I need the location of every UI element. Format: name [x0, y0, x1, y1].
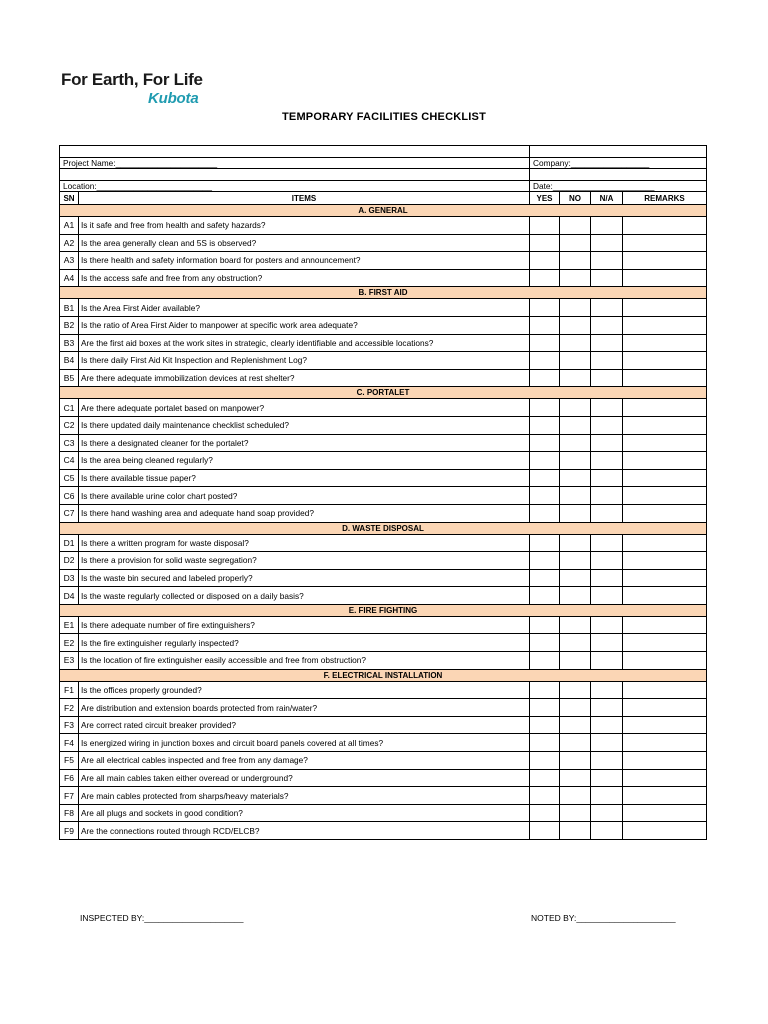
yes-header: YES [530, 192, 560, 205]
section-header-row [60, 205, 707, 217]
checklist-row [60, 469, 707, 487]
remarks-cell[interactable] [623, 234, 707, 252]
no-cell[interactable] [560, 787, 591, 805]
no-cell[interactable] [560, 552, 591, 570]
section-header-row [60, 604, 707, 616]
row-sn: A4 [60, 269, 79, 287]
checklist-row [60, 616, 707, 634]
row-sn: B1 [60, 299, 79, 317]
no-cell[interactable] [560, 352, 591, 370]
remarks-cell[interactable] [623, 787, 707, 805]
remarks-cell[interactable] [623, 504, 707, 522]
row-item: Is there available urine color chart posted? [79, 487, 530, 505]
row-sn: A3 [60, 252, 79, 270]
no-cell[interactable] [560, 416, 591, 434]
no-cell[interactable] [560, 399, 591, 417]
yes-cell[interactable] [530, 299, 560, 317]
na-cell[interactable] [591, 352, 623, 370]
na-header: N/A [591, 192, 623, 205]
row-sn: F9 [60, 822, 79, 840]
no-cell[interactable] [560, 469, 591, 487]
row-item: Is there hand washing area and adequate hand soap provided? [79, 504, 530, 522]
row-item: Is the area generally clean and 5S is observed? [79, 234, 530, 252]
yes-cell[interactable] [530, 469, 560, 487]
row-sn: F1 [60, 681, 79, 699]
sn-header: SN [60, 192, 79, 205]
row-sn: B2 [60, 316, 79, 334]
yes-cell[interactable] [530, 734, 560, 752]
row-sn: D1 [60, 534, 79, 552]
no-cell[interactable] [560, 534, 591, 552]
na-cell[interactable] [591, 587, 623, 605]
remarks-cell[interactable] [623, 299, 707, 317]
na-cell[interactable] [591, 804, 623, 822]
no-cell[interactable] [560, 452, 591, 470]
row-item: Is there a written program for waste disposal? [79, 534, 530, 552]
checklist-row [60, 299, 707, 317]
yes-cell[interactable] [530, 334, 560, 352]
checklist-row [60, 587, 707, 605]
date-field: Date:______________________ [530, 181, 707, 192]
row-item: Is the ratio of Area First Aider to manpower at specific work area adequate? [79, 316, 530, 334]
na-cell[interactable] [591, 734, 623, 752]
yes-cell[interactable] [530, 269, 560, 287]
checklist-row [60, 734, 707, 752]
yes-cell[interactable] [530, 587, 560, 605]
yes-cell[interactable] [530, 699, 560, 717]
na-cell[interactable] [591, 822, 623, 840]
kubota-logo: Kubota [148, 90, 199, 107]
na-cell[interactable] [591, 552, 623, 570]
row-sn: D3 [60, 569, 79, 587]
yes-cell[interactable] [530, 369, 560, 387]
yes-cell[interactable] [530, 652, 560, 670]
yes-cell[interactable] [530, 716, 560, 734]
document-title: TEMPORARY FACILITIES CHECKLIST [281, 111, 486, 123]
na-cell[interactable] [591, 217, 623, 235]
row-sn: B3 [60, 334, 79, 352]
na-cell[interactable] [591, 504, 623, 522]
remarks-cell[interactable] [623, 769, 707, 787]
project-name-field: Project Name:______________________ [60, 158, 530, 169]
row-sn: E2 [60, 634, 79, 652]
brand-tagline: For Earth, For Life [61, 70, 203, 89]
row-item: Is the access safe and free from any obstruction? [79, 269, 530, 287]
row-sn: E3 [60, 652, 79, 670]
remarks-cell[interactable] [623, 734, 707, 752]
yes-cell[interactable] [530, 569, 560, 587]
remarks-cell[interactable] [623, 434, 707, 452]
yes-cell[interactable] [530, 822, 560, 840]
yes-cell[interactable] [530, 416, 560, 434]
checklist-row [60, 681, 707, 699]
no-cell[interactable] [560, 269, 591, 287]
no-header: NO [560, 192, 591, 205]
remarks-cell[interactable] [623, 822, 707, 840]
no-cell[interactable] [560, 769, 591, 787]
no-cell[interactable] [560, 652, 591, 670]
row-item: Is the waste bin secured and labeled properly? [79, 569, 530, 587]
na-cell[interactable] [591, 234, 623, 252]
checklist-row [60, 822, 707, 840]
na-cell[interactable] [591, 399, 623, 417]
checklist-row [60, 504, 707, 522]
no-cell[interactable] [560, 634, 591, 652]
checklist-row [60, 652, 707, 670]
na-cell[interactable] [591, 769, 623, 787]
no-cell[interactable] [560, 734, 591, 752]
na-cell[interactable] [591, 752, 623, 770]
yes-cell[interactable] [530, 252, 560, 270]
checklist-row [60, 769, 707, 787]
row-sn: C2 [60, 416, 79, 434]
no-cell[interactable] [560, 434, 591, 452]
row-sn: B5 [60, 369, 79, 387]
na-cell[interactable] [591, 569, 623, 587]
row-sn: F2 [60, 699, 79, 717]
no-cell[interactable] [560, 252, 591, 270]
company-field: Company:_________________ [530, 158, 707, 169]
na-cell[interactable] [591, 534, 623, 552]
row-item: Are the connections routed through RCD/ELCB? [79, 822, 530, 840]
no-cell[interactable] [560, 699, 591, 717]
na-cell[interactable] [591, 416, 623, 434]
row-item: Is there available tissue paper? [79, 469, 530, 487]
row-sn: C7 [60, 504, 79, 522]
row-sn: F3 [60, 716, 79, 734]
na-cell[interactable] [591, 787, 623, 805]
checklist-row [60, 252, 707, 270]
yes-cell[interactable] [530, 534, 560, 552]
row-item: Is there adequate number of fire extinguishers? [79, 616, 530, 634]
section-title: E. FIRE FIGHTING [60, 604, 707, 616]
row-sn: D2 [60, 552, 79, 570]
remarks-cell[interactable] [623, 334, 707, 352]
row-item: Is there a provision for solid waste segregation? [79, 552, 530, 570]
section-header-row [60, 387, 707, 399]
yes-cell[interactable] [530, 217, 560, 235]
checklist-row [60, 334, 707, 352]
remarks-cell[interactable] [623, 652, 707, 670]
row-sn: C4 [60, 452, 79, 470]
remarks-cell[interactable] [623, 487, 707, 505]
checklist-row [60, 434, 707, 452]
section-title: D. WASTE DISPOSAL [60, 522, 707, 534]
yes-cell[interactable] [530, 452, 560, 470]
checklist-row [60, 804, 707, 822]
checklist-row [60, 269, 707, 287]
remarks-cell[interactable] [623, 469, 707, 487]
no-cell[interactable] [560, 234, 591, 252]
section-header-row [60, 522, 707, 534]
row-sn: F5 [60, 752, 79, 770]
row-item: Is it safe and free from health and safety hazards? [79, 217, 530, 235]
checklist-row [60, 552, 707, 570]
yes-cell[interactable] [530, 616, 560, 634]
no-cell[interactable] [560, 369, 591, 387]
remarks-cell[interactable] [623, 552, 707, 570]
yes-cell[interactable] [530, 787, 560, 805]
section-header-row [60, 287, 707, 299]
checklist-row [60, 634, 707, 652]
na-cell[interactable] [591, 716, 623, 734]
row-sn: F6 [60, 769, 79, 787]
checklist-table [59, 145, 707, 840]
brand-block [61, 70, 203, 108]
remarks-cell[interactable] [623, 587, 707, 605]
yes-cell[interactable] [530, 752, 560, 770]
remarks-cell[interactable] [623, 316, 707, 334]
no-cell[interactable] [560, 822, 591, 840]
row-item: Is there health and safety information board for posters and announcement? [79, 252, 530, 270]
row-sn: E1 [60, 616, 79, 634]
remarks-cell[interactable] [623, 399, 707, 417]
yes-cell[interactable] [530, 504, 560, 522]
na-cell[interactable] [591, 681, 623, 699]
row-sn: A2 [60, 234, 79, 252]
no-cell[interactable] [560, 487, 591, 505]
no-cell[interactable] [560, 299, 591, 317]
remarks-cell[interactable] [623, 534, 707, 552]
row-item: Are distribution and extension boards protected from rain/water? [79, 699, 530, 717]
checklist-row [60, 369, 707, 387]
row-sn: C5 [60, 469, 79, 487]
yes-cell[interactable] [530, 552, 560, 570]
yes-cell[interactable] [530, 352, 560, 370]
row-item: Are the first aid boxes at the work sites in strategic, clearly identifiable and accessible locations? [79, 334, 530, 352]
row-item: Is the fire extinguisher regularly inspected? [79, 634, 530, 652]
section-header-row [60, 669, 707, 681]
column-header-row [60, 192, 707, 205]
row-item: Is the Area First Aider available? [79, 299, 530, 317]
section-title: C. PORTALET [60, 387, 707, 399]
checklist-row [60, 416, 707, 434]
row-item: Is there a designated cleaner for the portalet? [79, 434, 530, 452]
no-cell[interactable] [560, 716, 591, 734]
checklist-row [60, 752, 707, 770]
yes-cell[interactable] [530, 234, 560, 252]
remarks-cell[interactable] [623, 634, 707, 652]
na-cell[interactable] [591, 299, 623, 317]
row-item: Are all plugs and sockets in good condition? [79, 804, 530, 822]
checklist-row [60, 534, 707, 552]
yes-cell[interactable] [530, 399, 560, 417]
row-sn: C6 [60, 487, 79, 505]
inspected-by-line: INSPECTED BY:_____________________ [80, 913, 244, 923]
row-item: Is energized wiring in junction boxes and circuit board panels covered at all times? [79, 734, 530, 752]
na-cell[interactable] [591, 316, 623, 334]
na-cell[interactable] [591, 334, 623, 352]
remarks-cell[interactable] [623, 252, 707, 270]
yes-cell[interactable] [530, 487, 560, 505]
na-cell[interactable] [591, 434, 623, 452]
checklist-row [60, 452, 707, 470]
row-sn: F4 [60, 734, 79, 752]
no-cell[interactable] [560, 504, 591, 522]
row-sn: C1 [60, 399, 79, 417]
location-field: Location:_________________________ [60, 181, 530, 192]
remarks-cell[interactable] [623, 352, 707, 370]
checklist-row [60, 716, 707, 734]
section-title: A. GENERAL [60, 205, 707, 217]
na-cell[interactable] [591, 634, 623, 652]
row-item: Is the waste regularly collected or disposed on a daily basis? [79, 587, 530, 605]
remarks-cell[interactable] [623, 369, 707, 387]
row-sn: D4 [60, 587, 79, 605]
no-cell[interactable] [560, 616, 591, 634]
row-item: Are all electrical cables inspected and free from any damage? [79, 752, 530, 770]
remarks-cell[interactable] [623, 452, 707, 470]
section-title: B. FIRST AID [60, 287, 707, 299]
yes-cell[interactable] [530, 769, 560, 787]
na-cell[interactable] [591, 487, 623, 505]
remarks-cell[interactable] [623, 699, 707, 717]
checklist-row [60, 217, 707, 235]
checklist-row [60, 487, 707, 505]
checklist-row [60, 316, 707, 334]
items-header: ITEMS [79, 192, 530, 205]
row-sn: C3 [60, 434, 79, 452]
na-cell[interactable] [591, 252, 623, 270]
checklist-row [60, 699, 707, 717]
yes-cell[interactable] [530, 634, 560, 652]
remarks-cell[interactable] [623, 269, 707, 287]
remarks-cell[interactable] [623, 569, 707, 587]
no-cell[interactable] [560, 804, 591, 822]
no-cell[interactable] [560, 569, 591, 587]
row-item: Is the offices properly grounded? [79, 681, 530, 699]
row-item: Is the area being cleaned regularly? [79, 452, 530, 470]
na-cell[interactable] [591, 699, 623, 717]
row-item: Are all main cables taken either overead or underground? [79, 769, 530, 787]
row-item: Is there updated daily maintenance checklist scheduled? [79, 416, 530, 434]
remarks-cell[interactable] [623, 752, 707, 770]
checklist-row [60, 399, 707, 417]
na-cell[interactable] [591, 616, 623, 634]
no-cell[interactable] [560, 681, 591, 699]
remarks-cell[interactable] [623, 217, 707, 235]
no-cell[interactable] [560, 334, 591, 352]
remarks-cell[interactable] [623, 716, 707, 734]
row-sn: A1 [60, 217, 79, 235]
na-cell[interactable] [591, 652, 623, 670]
row-sn: F7 [60, 787, 79, 805]
na-cell[interactable] [591, 269, 623, 287]
checklist-row [60, 352, 707, 370]
row-item: Are there adequate portalet based on manpower? [79, 399, 530, 417]
checklist-row [60, 569, 707, 587]
remarks-header: REMARKS [623, 192, 707, 205]
remarks-cell[interactable] [623, 681, 707, 699]
na-cell[interactable] [591, 452, 623, 470]
yes-cell[interactable] [530, 434, 560, 452]
na-cell[interactable] [591, 469, 623, 487]
na-cell[interactable] [591, 369, 623, 387]
checklist-row [60, 234, 707, 252]
section-title: F. ELECTRICAL INSTALLATION [60, 669, 707, 681]
row-item: Are correct rated circuit breaker provided? [79, 716, 530, 734]
row-sn: F8 [60, 804, 79, 822]
row-item: Are main cables protected from sharps/heavy materials? [79, 787, 530, 805]
noted-by-line: NOTED BY:_____________________ [531, 913, 676, 923]
no-cell[interactable] [560, 316, 591, 334]
no-cell[interactable] [560, 217, 591, 235]
no-cell[interactable] [560, 752, 591, 770]
remarks-cell[interactable] [623, 616, 707, 634]
row-sn: B4 [60, 352, 79, 370]
row-item: Is the location of fire extinguisher easily accessible and free from obstruction? [79, 652, 530, 670]
row-item: Are there adequate immobilization devices at rest shelter? [79, 369, 530, 387]
remarks-cell[interactable] [623, 416, 707, 434]
checklist-row [60, 787, 707, 805]
no-cell[interactable] [560, 587, 591, 605]
yes-cell[interactable] [530, 316, 560, 334]
row-item: Is there daily First Aid Kit Inspection and Replenishment Log? [79, 352, 530, 370]
remarks-cell[interactable] [623, 804, 707, 822]
yes-cell[interactable] [530, 681, 560, 699]
yes-cell[interactable] [530, 804, 560, 822]
